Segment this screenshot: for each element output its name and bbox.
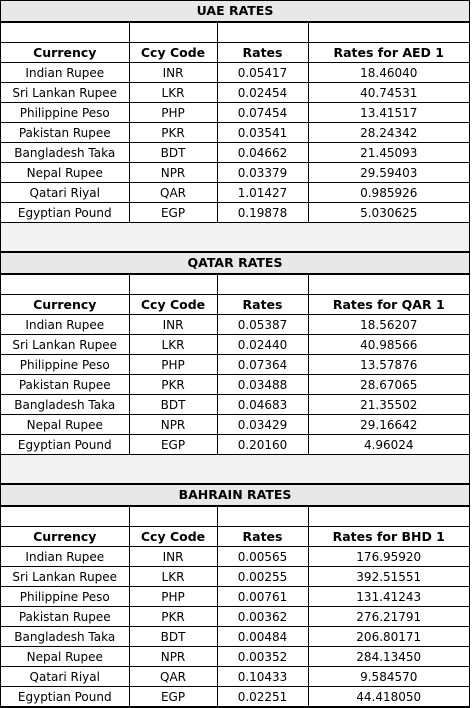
rates-table bbox=[1, 506, 469, 707]
table-row bbox=[1, 647, 469, 667]
table-row bbox=[1, 547, 469, 567]
inverse-rate-cell: 40.98566 bbox=[308, 335, 469, 355]
ccy-code-cell: LKR bbox=[129, 83, 217, 103]
empty-cell bbox=[129, 23, 217, 43]
table-row bbox=[1, 667, 469, 687]
column-header: Ccy Code bbox=[129, 295, 217, 315]
currency-cell: Qatari Riyal bbox=[1, 183, 129, 203]
table-row bbox=[1, 375, 469, 395]
empty-cell bbox=[308, 23, 469, 43]
rate-cell: 0.03541 bbox=[217, 123, 308, 143]
table-row bbox=[1, 435, 469, 455]
inverse-rate-cell: 21.35502 bbox=[308, 395, 469, 415]
rate-cell: 0.05417 bbox=[217, 63, 308, 83]
currency-cell: Philippine Peso bbox=[1, 587, 129, 607]
column-header: Currency bbox=[1, 295, 129, 315]
header-row bbox=[1, 43, 469, 63]
rates-table bbox=[1, 274, 469, 455]
currency-cell: Qatari Riyal bbox=[1, 667, 129, 687]
currency-cell: Pakistan Rupee bbox=[1, 375, 129, 395]
rate-cell: 0.19878 bbox=[217, 203, 308, 223]
currency-cell: Indian Rupee bbox=[1, 63, 129, 83]
column-header: Rates for QAR 1 bbox=[308, 295, 469, 315]
table-row bbox=[1, 335, 469, 355]
empty-row bbox=[1, 275, 469, 295]
ccy-code-cell: PKR bbox=[129, 375, 217, 395]
rate-cell: 1.01427 bbox=[217, 183, 308, 203]
table-row bbox=[1, 415, 469, 435]
rate-cell: 0.07454 bbox=[217, 103, 308, 123]
currency-cell: Bangladesh Taka bbox=[1, 395, 129, 415]
table-row bbox=[1, 123, 469, 143]
rate-cell: 0.05387 bbox=[217, 315, 308, 335]
rates-section bbox=[0, 484, 470, 708]
currency-cell: Indian Rupee bbox=[1, 547, 129, 567]
currency-cell: Egyptian Pound bbox=[1, 203, 129, 223]
inverse-rate-cell: 206.80171 bbox=[308, 627, 469, 647]
header-row bbox=[1, 527, 469, 547]
inverse-rate-cell: 0.985926 bbox=[308, 183, 469, 203]
ccy-code-cell: BDT bbox=[129, 395, 217, 415]
inverse-rate-cell: 44.418050 bbox=[308, 687, 469, 707]
ccy-code-cell: BDT bbox=[129, 143, 217, 163]
rate-cell: 0.02251 bbox=[217, 687, 308, 707]
section-gap bbox=[0, 223, 470, 252]
inverse-rate-cell: 28.67065 bbox=[308, 375, 469, 395]
column-header: Currency bbox=[1, 43, 129, 63]
rate-cell: 0.00761 bbox=[217, 587, 308, 607]
column-header: Rates for AED 1 bbox=[308, 43, 469, 63]
header-row bbox=[1, 295, 469, 315]
empty-cell bbox=[217, 275, 308, 295]
column-header: Rates bbox=[217, 295, 308, 315]
table-row bbox=[1, 103, 469, 123]
column-header: Rates for BHD 1 bbox=[308, 527, 469, 547]
currency-cell: Bangladesh Taka bbox=[1, 143, 129, 163]
ccy-code-cell: EGP bbox=[129, 203, 217, 223]
section-title: BAHRAIN RATES bbox=[1, 485, 469, 506]
column-header: Rates bbox=[217, 43, 308, 63]
rate-cell: 0.00362 bbox=[217, 607, 308, 627]
empty-cell bbox=[308, 275, 469, 295]
table-row bbox=[1, 203, 469, 223]
table-row bbox=[1, 395, 469, 415]
rate-cell: 0.04683 bbox=[217, 395, 308, 415]
inverse-rate-cell: 18.56207 bbox=[308, 315, 469, 335]
inverse-rate-cell: 28.24342 bbox=[308, 123, 469, 143]
column-header: Ccy Code bbox=[129, 43, 217, 63]
ccy-code-cell: NPR bbox=[129, 647, 217, 667]
table-row bbox=[1, 567, 469, 587]
table-row bbox=[1, 687, 469, 707]
section-gap bbox=[0, 455, 470, 484]
ccy-code-cell: INR bbox=[129, 315, 217, 335]
rates-section bbox=[0, 252, 470, 455]
empty-row bbox=[1, 23, 469, 43]
table-row bbox=[1, 143, 469, 163]
empty-cell bbox=[1, 23, 129, 43]
table-row bbox=[1, 315, 469, 335]
empty-row bbox=[1, 507, 469, 527]
table-row bbox=[1, 63, 469, 83]
rate-cell: 0.03488 bbox=[217, 375, 308, 395]
inverse-rate-cell: 40.74531 bbox=[308, 83, 469, 103]
rate-cell: 0.02454 bbox=[217, 83, 308, 103]
rate-cell: 0.00565 bbox=[217, 547, 308, 567]
currency-cell: Sri Lankan Rupee bbox=[1, 567, 129, 587]
inverse-rate-cell: 5.030625 bbox=[308, 203, 469, 223]
ccy-code-cell: INR bbox=[129, 63, 217, 83]
ccy-code-cell: NPR bbox=[129, 415, 217, 435]
currency-cell: Nepal Rupee bbox=[1, 415, 129, 435]
ccy-code-cell: PHP bbox=[129, 355, 217, 375]
rates-section bbox=[0, 0, 470, 223]
table-row bbox=[1, 163, 469, 183]
currency-cell: Pakistan Rupee bbox=[1, 607, 129, 627]
empty-cell bbox=[1, 275, 129, 295]
ccy-code-cell: INR bbox=[129, 547, 217, 567]
ccy-code-cell: LKR bbox=[129, 335, 217, 355]
inverse-rate-cell: 284.13450 bbox=[308, 647, 469, 667]
currency-cell: Philippine Peso bbox=[1, 355, 129, 375]
rate-cell: 0.02440 bbox=[217, 335, 308, 355]
currency-cell: Egyptian Pound bbox=[1, 687, 129, 707]
rate-cell: 0.00255 bbox=[217, 567, 308, 587]
empty-cell bbox=[1, 507, 129, 527]
table-row bbox=[1, 83, 469, 103]
table-row bbox=[1, 607, 469, 627]
inverse-rate-cell: 21.45093 bbox=[308, 143, 469, 163]
rate-cell: 0.00352 bbox=[217, 647, 308, 667]
empty-cell bbox=[217, 23, 308, 43]
table-row bbox=[1, 627, 469, 647]
rate-cell: 0.00484 bbox=[217, 627, 308, 647]
currency-cell: Indian Rupee bbox=[1, 315, 129, 335]
ccy-code-cell: PKR bbox=[129, 607, 217, 627]
rate-cell: 0.20160 bbox=[217, 435, 308, 455]
ccy-code-cell: BDT bbox=[129, 627, 217, 647]
section-title: QATAR RATES bbox=[1, 253, 469, 274]
table-row bbox=[1, 183, 469, 203]
table-row bbox=[1, 355, 469, 375]
empty-cell bbox=[129, 507, 217, 527]
ccy-code-cell: PHP bbox=[129, 587, 217, 607]
empty-cell bbox=[129, 275, 217, 295]
ccy-code-cell: EGP bbox=[129, 435, 217, 455]
currency-cell: Nepal Rupee bbox=[1, 647, 129, 667]
currency-cell: Nepal Rupee bbox=[1, 163, 129, 183]
empty-cell bbox=[217, 507, 308, 527]
inverse-rate-cell: 131.41243 bbox=[308, 587, 469, 607]
currency-cell: Bangladesh Taka bbox=[1, 627, 129, 647]
inverse-rate-cell: 29.16642 bbox=[308, 415, 469, 435]
column-header: Currency bbox=[1, 527, 129, 547]
rates-table bbox=[1, 22, 469, 223]
column-header: Ccy Code bbox=[129, 527, 217, 547]
ccy-code-cell: PKR bbox=[129, 123, 217, 143]
inverse-rate-cell: 4.96024 bbox=[308, 435, 469, 455]
ccy-code-cell: QAR bbox=[129, 667, 217, 687]
currency-cell: Pakistan Rupee bbox=[1, 123, 129, 143]
inverse-rate-cell: 13.41517 bbox=[308, 103, 469, 123]
inverse-rate-cell: 29.59403 bbox=[308, 163, 469, 183]
section-title: UAE RATES bbox=[1, 1, 469, 22]
rate-cell: 0.10433 bbox=[217, 667, 308, 687]
currency-cell: Philippine Peso bbox=[1, 103, 129, 123]
rate-cell: 0.03429 bbox=[217, 415, 308, 435]
ccy-code-cell: LKR bbox=[129, 567, 217, 587]
inverse-rate-cell: 176.95920 bbox=[308, 547, 469, 567]
inverse-rate-cell: 392.51551 bbox=[308, 567, 469, 587]
currency-cell: Sri Lankan Rupee bbox=[1, 335, 129, 355]
ccy-code-cell: NPR bbox=[129, 163, 217, 183]
rate-cell: 0.04662 bbox=[217, 143, 308, 163]
inverse-rate-cell: 18.46040 bbox=[308, 63, 469, 83]
ccy-code-cell: QAR bbox=[129, 183, 217, 203]
inverse-rate-cell: 9.584570 bbox=[308, 667, 469, 687]
inverse-rate-cell: 276.21791 bbox=[308, 607, 469, 627]
ccy-code-cell: EGP bbox=[129, 687, 217, 707]
currency-cell: Egyptian Pound bbox=[1, 435, 129, 455]
column-header: Rates bbox=[217, 527, 308, 547]
rate-cell: 0.07364 bbox=[217, 355, 308, 375]
empty-cell bbox=[308, 507, 469, 527]
currency-cell: Sri Lankan Rupee bbox=[1, 83, 129, 103]
table-row bbox=[1, 587, 469, 607]
inverse-rate-cell: 13.57876 bbox=[308, 355, 469, 375]
rate-cell: 0.03379 bbox=[217, 163, 308, 183]
ccy-code-cell: PHP bbox=[129, 103, 217, 123]
